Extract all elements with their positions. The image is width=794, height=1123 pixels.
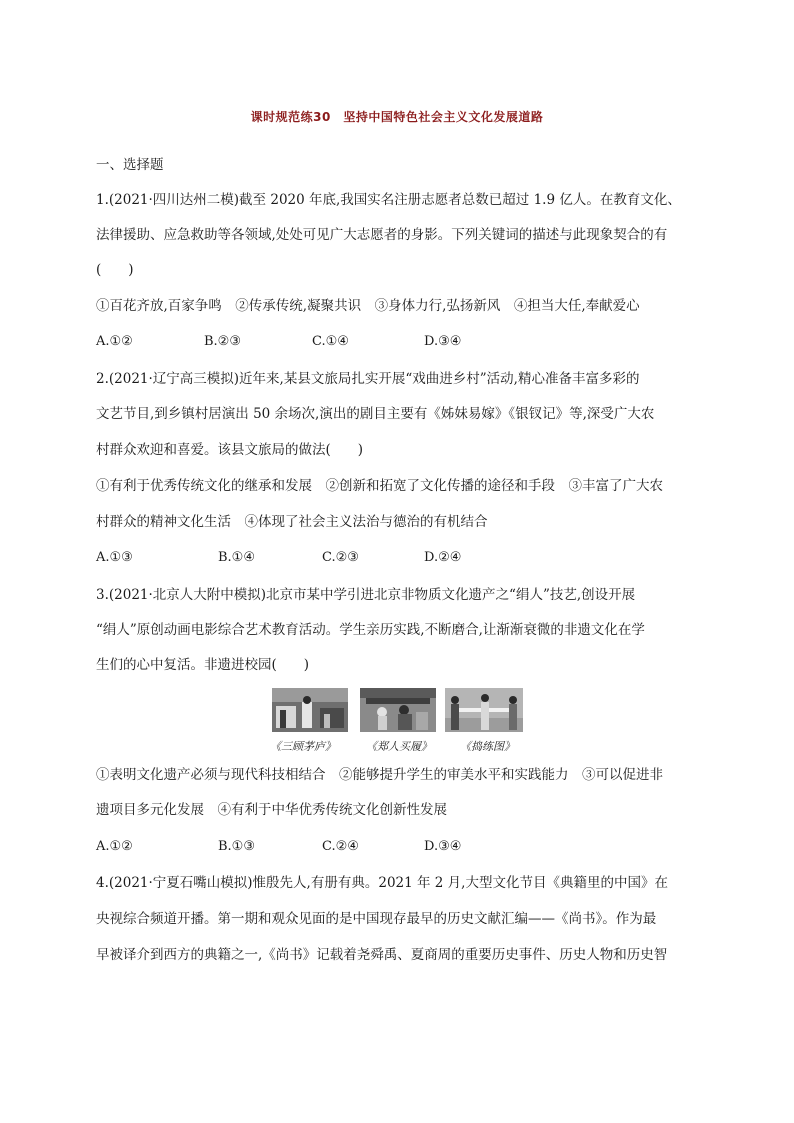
q3-figures — [270, 688, 526, 754]
caption-dao-lian-tu: 《捣练图》 — [460, 740, 515, 753]
q3-stem-line-1: 3.(2021·北京人大附中模拟)北京市某中学引进北京非物质文化遗产之“绢人”技艺,创设开展 — [96, 587, 636, 603]
q2-option-a[interactable]: A.①③ — [96, 550, 133, 565]
q4-stem-line-2: 央视综合频道开播。第一期和观众见面的是中国现存最早的历史文献汇编——《尚书》。作为最 — [96, 911, 657, 927]
caption-zheng-ren-mai-lv: 《郑人买履》 — [366, 740, 432, 753]
figure-zheng-ren-mai-lv — [360, 688, 436, 732]
q2-stem-line-1: 2.(2021·辽宁高三模拟)近年来,某县文旅局扎实开展“戏曲进乡村”活动,精心准备丰富多彩的 — [96, 371, 640, 387]
q1-option-c[interactable]: C.①④ — [312, 334, 349, 349]
q1-statements: ①百花齐放,百家争鸣 ②传承传统,凝聚共识 ③身体力行,弘扬新风 ④担当大任,奉献爱心 — [96, 298, 640, 314]
q2-stem-line-2: 文艺节目,到乡镇村居演出 50 余场次,演出的剧目主要有《姊妹易嫁》《银钗记》等,深受广大农 — [96, 406, 655, 422]
figure-san-gu-mao-lu — [272, 688, 348, 732]
q3-stem-line-3: 生们的心中复活。非遗进校园( ) — [96, 657, 310, 673]
q2-statements-line-2: 村群众的精神文化生活 ④体现了社会主义法治与德治的有机结合 — [96, 514, 488, 530]
caption-san-gu-mao-lu: 《三顾茅庐》 — [270, 740, 336, 753]
q4-stem-line-3: 早被译介到西方的典籍之一,《尚书》记载着尧舜禹、夏商周的重要历史事件、历史人物和历史智 — [96, 947, 668, 963]
q3-statements-line-1: ①表明文化遗产必须与现代科技相结合 ②能够提升学生的审美水平和实践能力 ③可以促进非 — [96, 767, 663, 783]
figure-dao-lian-tu — [445, 688, 523, 732]
q1-answer-blank: ( ) — [96, 262, 134, 278]
photo-placeholder-icon — [272, 688, 348, 732]
q4-stem-line-1: 4.(2021·宁夏石嘴山模拟)惟殷先人,有册有典。2021 年 2 月,大型文化节目《典籍里的中国》在 — [96, 875, 668, 891]
q2-stem-line-3: 村群众欢迎和喜爱。该县文旅局的做法( ) — [96, 442, 364, 458]
q1-option-b[interactable]: B.②③ — [204, 334, 241, 349]
q1-stem-line-2: 法律援助、应急救助等各领域,处处可见广大志愿者的身影。下列关键词的描述与此现象契合的有 — [96, 227, 668, 243]
q3-statements-line-2: 遗项目多元化发展 ④有利于中华优秀传统文化创新性发展 — [96, 802, 447, 818]
q2-statements-line-1: ①有利于优秀传统文化的继承和发展 ②创新和拓宽了文化传播的途径和手段 ③丰富了广大农 — [96, 478, 663, 494]
photo-placeholder-icon — [360, 688, 436, 732]
q1-option-d[interactable]: D.③④ — [424, 334, 462, 349]
q3-option-c[interactable]: C.②④ — [322, 839, 359, 854]
section-heading: 一、选择题 — [96, 157, 164, 173]
q1-option-a[interactable]: A.①② — [96, 334, 133, 349]
q2-option-d[interactable]: D.②④ — [424, 550, 462, 565]
q1-stem-line-1: 1.(2021·四川达州二模)截至 2020 年底,我国实名注册志愿者总数已超过 1.9 亿人。在教育文化、 — [96, 192, 681, 208]
q2-option-c[interactable]: C.②③ — [322, 550, 359, 565]
photo-placeholder-icon — [445, 688, 523, 732]
q2-option-b[interactable]: B.①④ — [218, 550, 255, 565]
q3-option-d[interactable]: D.③④ — [424, 839, 462, 854]
q3-stem-line-2: “绢人”原创动画电影综合艺术教育活动。学生亲历实践,不断磨合,让渐渐衰微的非遗文化在学 — [96, 622, 645, 638]
q3-option-b[interactable]: B.①③ — [218, 839, 255, 854]
page-title: 课时规范练30 坚持中国特色社会主义文化发展道路 — [250, 110, 544, 124]
q3-option-a[interactable]: A.①② — [96, 839, 133, 854]
